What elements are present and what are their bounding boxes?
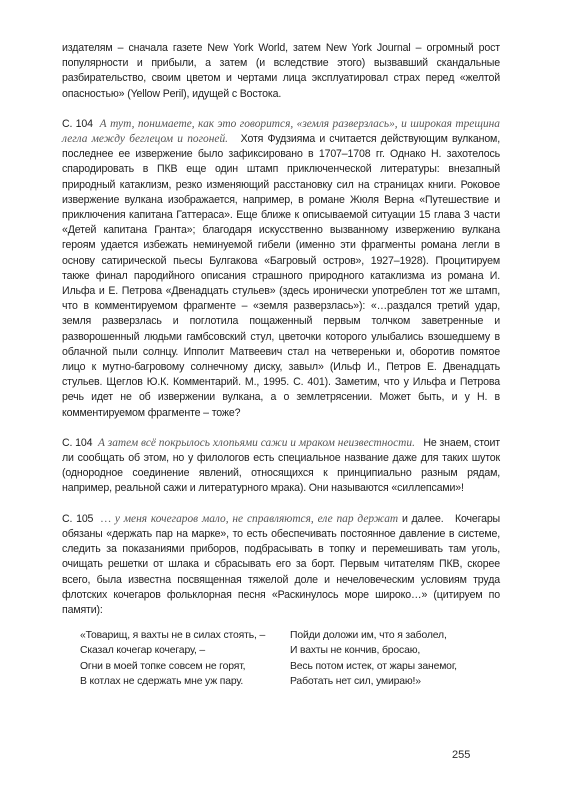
- quoted-fragment: А затем всё покрылось хлопьями сажи и мраком неизвестности.: [97, 436, 415, 449]
- song-column-right: [290, 628, 500, 689]
- page-reference: С. 105: [62, 512, 94, 525]
- commentary-text: Кочегары обязаны «держать пар на марке», то есть обеспечивать постоянное давление в системе, следить за показаниями приборов, подбрасывать в топку и перемешивать там уголь, очищать решетки от шлака и сбрасывать его за борт. Первым читателям ПКВ, скорее всего, была известна посвященная тяжелой доле и нечеловеческим условиям труда флотских кочегаров фольклорная песня «Раскинулось море широко…» (цитируем по памяти):: [62, 512, 501, 616]
- quoted-fragment: А тут, понимаете, как это говорится, «земля разверзлась», и широкая трещина легла между беглецом и погоней.: [62, 117, 500, 146]
- song-line: В котлах не сдержать мне уж пару.: [80, 675, 244, 687]
- song-column-left: [80, 628, 290, 689]
- song-line: Огни в моей топке совсем не горят,: [80, 660, 246, 672]
- page-reference: С. 104: [62, 117, 93, 130]
- song-line: Работать нет сил, умираю!»: [290, 675, 421, 687]
- page-number: 255: [452, 749, 471, 761]
- paragraph-continued: [62, 41, 500, 102]
- song-line: И вахты не кончив, бросаю,: [290, 645, 421, 657]
- commentary-text: Не знаем, стоит ли сообщать об этом, но у филологов есть специальное название даже для таких шуток (однородное соединение явлений, относящихся к принципиально разным рядам, например, реальной сажи и литературного мрака). Они называются «силлепсами»!: [62, 436, 500, 495]
- commentary-entry-105: [62, 512, 500, 618]
- paragraph-text: издателям – сначала газете New York World, затем New York Journal – огромный рост популярности и прибыли, а затем (и вследствие этого) вызвавший скандальные разбирательство, своим цветом и чертами лица эксплуатировал страх перед «желтой опасностью» (Yellow Peril), идущей с Востока.: [62, 42, 500, 100]
- song-line: «Товарищ, я вахты не в силах стоять, –: [80, 630, 266, 642]
- quote-continuation: и далее.: [401, 512, 444, 525]
- quoted-fragment: … у меня кочегаров мало, не справляются, еле пар держат: [100, 512, 399, 525]
- page-reference: С. 104: [62, 436, 93, 449]
- commentary-text: Хотя Фудзияма и считается действующим вулканом, последнее ее извержение было зафиксировано в 1707–1708 гг. Однако Н. захотелось спародировать в ПКВ еще один штамп приключенческой литературы: внезапный природный катаклизм, резко изменяющий расстановку сил на страницах книги. Роковое извержение вулкана изображается, например, в романе Жюля Верна «Путешествие и приключения капитана Гаттераса». Еще ближе к описываемой ситуации 15 глава 3 части «Детей капитана Гранта»; благодаря искусственно вызванному извержению вулкана героям удается избежать неминуемой гибели (именно эти фрагменты романа легли в основу сатирической пьесы Булгакова «Багровый остров», 1927–1928). Процитируем также финал пародийного описания страшного природного катаклизма из романа И. Ильфа и Е. Петрова «Двенадцать стульев» (здесь иронически употреблен тот же штамп, что в комментируемом фрагменте – «земля разверзлась»): «…раздался третий удар, земля разверзлась и поглотила пощаженный первым толчком заветренные и разворошенный людьми гамбсовский стул, цветочки которого улыбались взошедшему в облачной пыли солнцу. Ипполит Матвеевич стал на четвереньки и, оборотив помятое лицо к мутно-багровому солнечному диску, завыл» (Ильф И., Петров Е. Двенадцать стульев. Щеглов Ю.К. Комментарий. М., 1995. С. 401). Заметим, что у Ильфа и Петрова речь идет не об извержении вулкана, а о землетрясении. Может быть, и у Н. в комментируемом фрагменте – тоже?: [62, 133, 500, 419]
- song-line: Сказал кочегар кочегару, –: [80, 645, 206, 657]
- commentary-entry-104-b: [62, 436, 500, 497]
- song-quotation: [62, 628, 500, 689]
- commentary-entry-104-a: [62, 117, 500, 421]
- song-line: Пойди доложи им, что я заболел,: [290, 630, 447, 642]
- song-line: Весь потом истек, от жары занемог,: [290, 660, 457, 672]
- page-body: [62, 41, 500, 689]
